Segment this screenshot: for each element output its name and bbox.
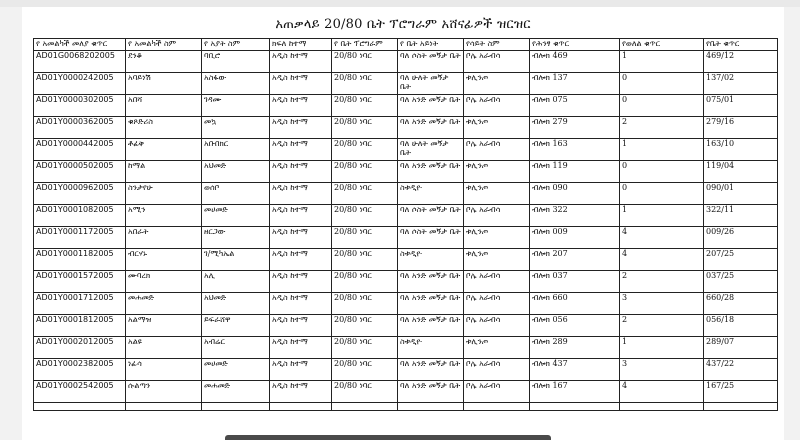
- cell-site-name: ቱሊንጦ: [464, 117, 530, 139]
- cell-house-number: 037/25: [704, 271, 778, 293]
- table-row: [34, 51, 778, 73]
- header-housing-program: የ ቤት ፕሮግራም: [332, 39, 398, 51]
- table-row: [34, 271, 778, 293]
- header-site-name: የሳይት ስም: [464, 39, 530, 51]
- cell-house-type: ስቱዲዮ: [398, 183, 464, 205]
- table-row: [34, 117, 778, 139]
- cell-applicant-name: አልዩ: [126, 337, 202, 359]
- empty-cell: [530, 403, 620, 411]
- cell-housing-program: 20/80 ነባር: [332, 95, 398, 117]
- cell-site-name: ቦሌ አራብሳ: [464, 95, 530, 117]
- cell-building-number: ብሎክ 167: [530, 381, 620, 403]
- cell-applicant-id: AD01Y0000442005: [34, 139, 126, 161]
- table-header-row: [34, 39, 778, 51]
- cell-sub-city: አዲስ ከተማ: [270, 315, 332, 337]
- document-title: አጠቃላይ 20/80 ቤት ፕሮግራም አሸናፊዎች ዝርዝር: [275, 17, 531, 32]
- cell-site-name: ቱሊንጦ: [464, 161, 530, 183]
- cell-sub-city: አዲስ ከተማ: [270, 227, 332, 249]
- cell-applicant-name: ሙባረክ: [126, 271, 202, 293]
- cell-sub-city: አዲስ ከተማ: [270, 95, 332, 117]
- cell-sub-city: አዲስ ከተማ: [270, 359, 332, 381]
- cell-applicant-id: AD01Y0002382005: [34, 359, 126, 381]
- cell-applicant-id: AD01Y0001572005: [34, 271, 126, 293]
- cell-floor-number: 1: [620, 337, 704, 359]
- cell-applicant-name: አልማዝ: [126, 315, 202, 337]
- cell-housing-program: 20/80 ነባር: [332, 161, 398, 183]
- cell-grandfather-name: መኳ: [202, 117, 270, 139]
- cell-house-number: 279/16: [704, 117, 778, 139]
- cell-applicant-name: ቶፊቅ: [126, 139, 202, 161]
- cell-housing-program: 20/80 ነባር: [332, 315, 398, 337]
- cell-housing-program: 20/80 ነባር: [332, 293, 398, 315]
- cell-sub-city: አዲስ ከተማ: [270, 73, 332, 95]
- empty-cell: [398, 403, 464, 411]
- cell-floor-number: 1: [620, 139, 704, 161]
- cell-housing-program: 20/80 ነባር: [332, 51, 398, 73]
- table-row: [34, 359, 778, 381]
- table-row: [34, 249, 778, 271]
- cell-building-number: ብሎክ 322: [530, 205, 620, 227]
- cell-applicant-id: AD01Y0000502005: [34, 161, 126, 183]
- cell-sub-city: አዲስ ከተማ: [270, 183, 332, 205]
- cell-floor-number: 0: [620, 73, 704, 95]
- cell-housing-program: 20/80 ነባር: [332, 337, 398, 359]
- table-row: [34, 337, 778, 359]
- cell-sub-city: አዲስ ከተማ: [270, 161, 332, 183]
- cell-house-type: ባለ አንድ መኝታ ቤት: [398, 271, 464, 293]
- cell-grandfather-name: አቡበክር: [202, 139, 270, 161]
- cell-applicant-id: AD01Y0001082005: [34, 205, 126, 227]
- viewer-top-bar: [0, 0, 800, 7]
- cell-building-number: ብሎክ 090: [530, 183, 620, 205]
- cell-building-number: ብሎክ 009: [530, 227, 620, 249]
- cell-applicant-name: ደንቆ: [126, 51, 202, 73]
- empty-cell: [620, 403, 704, 411]
- scrollbar-thumb[interactable]: [225, 435, 551, 440]
- cell-building-number: ብሎክ 660: [530, 293, 620, 315]
- cell-house-number: 167/25: [704, 381, 778, 403]
- cell-floor-number: 2: [620, 315, 704, 337]
- cell-house-number: 137/02: [704, 73, 778, 95]
- cell-floor-number: 0: [620, 95, 704, 117]
- cell-applicant-name: ብርሃኑ: [126, 249, 202, 271]
- cell-floor-number: 3: [620, 293, 704, 315]
- cell-house-number: 163/10: [704, 139, 778, 161]
- table-row: [34, 139, 778, 161]
- cell-house-type: ስቱዲዮ: [398, 249, 464, 271]
- cell-applicant-name: መሐመድ: [126, 293, 202, 315]
- empty-cell: [202, 403, 270, 411]
- table-row: [34, 95, 778, 117]
- header-applicant-id: የ አመልካች መለያ ቁጥር: [34, 39, 126, 51]
- cell-applicant-id: AD01Y0001172005: [34, 227, 126, 249]
- header-house-type: የ ቤት አይነት: [398, 39, 464, 51]
- cell-site-name: ቦሌ አራብሳ: [464, 359, 530, 381]
- cell-grandfather-name: ይፍራሸዋ: [202, 315, 270, 337]
- cell-sub-city: አዲስ ከተማ: [270, 337, 332, 359]
- cell-housing-program: 20/80 ነባር: [332, 205, 398, 227]
- cell-floor-number: 2: [620, 117, 704, 139]
- cell-house-number: 119/04: [704, 161, 778, 183]
- table-row: [34, 293, 778, 315]
- cell-applicant-name: አበራት: [126, 227, 202, 249]
- cell-house-type: ባለ አንድ መኝታ ቤት: [398, 293, 464, 315]
- cell-applicant-id: AD01G0068202005: [34, 51, 126, 73]
- cell-sub-city: አዲስ ከተማ: [270, 381, 332, 403]
- header-grandfather-name: የ አያት ስም: [202, 39, 270, 51]
- cell-house-number: 207/25: [704, 249, 778, 271]
- cell-house-type: ባለ አንድ መኝታ ቤት: [398, 315, 464, 337]
- cell-applicant-name: አሚን: [126, 205, 202, 227]
- cell-housing-program: 20/80 ነባር: [332, 359, 398, 381]
- empty-cell: [464, 403, 530, 411]
- cell-grandfather-name: መሐመድ: [202, 381, 270, 403]
- cell-grandfather-name: ዘርጋው: [202, 227, 270, 249]
- header-house-number: የቤት ቁጥር: [704, 39, 778, 51]
- cell-building-number: ብሎክ 279: [530, 117, 620, 139]
- table-row: [34, 381, 778, 403]
- cell-applicant-id: AD01Y0000302005: [34, 95, 126, 117]
- winners-table: [33, 38, 778, 411]
- cell-site-name: ቦሌ አራብሳ: [464, 139, 530, 161]
- cell-applicant-name: አበሻ: [126, 95, 202, 117]
- cell-applicant-id: AD01Y0001812005: [34, 315, 126, 337]
- cell-sub-city: አዲስ ከተማ: [270, 271, 332, 293]
- document-page: [22, 7, 784, 440]
- empty-cell: [270, 403, 332, 411]
- cell-applicant-id: AD01Y0000242005: [34, 73, 126, 95]
- cell-house-type: ባለ አንድ መኝታ ቤት: [398, 359, 464, 381]
- cell-grandfather-name: አስፋው: [202, 73, 270, 95]
- cell-house-type: ባለ አንድ መኝታ ቤት: [398, 381, 464, 403]
- cell-house-number: 056/18: [704, 315, 778, 337]
- cell-floor-number: 1: [620, 205, 704, 227]
- cell-site-name: ቱሊንጦ: [464, 73, 530, 95]
- cell-sub-city: አዲስ ከተማ: [270, 293, 332, 315]
- cell-floor-number: 2: [620, 271, 704, 293]
- cell-house-number: 469/12: [704, 51, 778, 73]
- cell-house-type: ባለ አንድ መኝታ ቤት: [398, 117, 464, 139]
- cell-housing-program: 20/80 ነባር: [332, 117, 398, 139]
- table-row: [34, 161, 778, 183]
- cell-building-number: ብሎክ 163: [530, 139, 620, 161]
- cell-house-type: ባለ ሶስት መኝታ ቤት: [398, 227, 464, 249]
- cell-grandfather-name: መሀመድ: [202, 359, 270, 381]
- cell-grandfather-name: አህመድ: [202, 161, 270, 183]
- cell-house-type: ስቱዲዮ: [398, 337, 464, 359]
- cell-applicant-id: AD01Y0000362005: [34, 117, 126, 139]
- cell-housing-program: 20/80 ነባር: [332, 139, 398, 161]
- cell-sub-city: አዲስ ከተማ: [270, 117, 332, 139]
- table-row: [34, 205, 778, 227]
- cell-house-number: 090/01: [704, 183, 778, 205]
- cell-grandfather-name: አህመድ: [202, 293, 270, 315]
- table-row: [34, 73, 778, 95]
- cell-building-number: ብሎክ 207: [530, 249, 620, 271]
- cell-sub-city: አዲስ ከተማ: [270, 139, 332, 161]
- empty-cell: [332, 403, 398, 411]
- cell-building-number: ብሎክ 037: [530, 271, 620, 293]
- empty-cell: [704, 403, 778, 411]
- cell-grandfather-name: ወሰቦ: [202, 183, 270, 205]
- cell-site-name: ቱሊንጦ: [464, 249, 530, 271]
- cell-house-type: ባለ ሶስት መኝታ ቤት: [398, 51, 464, 73]
- cell-building-number: ብሎክ 119: [530, 161, 620, 183]
- table-row-empty: [34, 403, 778, 411]
- empty-cell: [34, 403, 126, 411]
- cell-grandfather-name: ባቢሮ: [202, 51, 270, 73]
- cell-housing-program: 20/80 ነባር: [332, 249, 398, 271]
- cell-house-number: 322/11: [704, 205, 778, 227]
- cell-building-number: ብሎክ 437: [530, 359, 620, 381]
- cell-grandfather-name: ገዳሙ: [202, 95, 270, 117]
- cell-floor-number: 0: [620, 183, 704, 205]
- cell-applicant-name: ከማል: [126, 161, 202, 183]
- cell-site-name: ቱሊንጦ: [464, 183, 530, 205]
- cell-house-type: ባለ ሶስት መኝታ ቤት: [398, 205, 464, 227]
- cell-housing-program: 20/80 ነባር: [332, 73, 398, 95]
- cell-building-number: ብሎክ 056: [530, 315, 620, 337]
- cell-applicant-id: AD01Y0001712005: [34, 293, 126, 315]
- table-row: [34, 227, 778, 249]
- table-row: [34, 315, 778, 337]
- cell-sub-city: አዲስ ከተማ: [270, 249, 332, 271]
- cell-sub-city: አዲስ ከተማ: [270, 51, 332, 73]
- cell-building-number: ብሎክ 075: [530, 95, 620, 117]
- cell-site-name: ቦሌ አራብሳ: [464, 51, 530, 73]
- cell-house-type: ባለ አንድ መኝታ ቤት: [398, 95, 464, 117]
- header-applicant-name: የ አመልካች ስም: [126, 39, 202, 51]
- cell-floor-number: 4: [620, 249, 704, 271]
- cell-grandfather-name: አሊ: [202, 271, 270, 293]
- header-floor-number: የወለል ቁጥር: [620, 39, 704, 51]
- cell-house-type: ባለ ሁለት መኝታ ቤት: [398, 139, 464, 161]
- cell-site-name: ቦሌ አራብሳ: [464, 381, 530, 403]
- cell-floor-number: 3: [620, 359, 704, 381]
- cell-applicant-name: አባይነሽ: [126, 73, 202, 95]
- cell-housing-program: 20/80 ነባር: [332, 183, 398, 205]
- cell-sub-city: አዲስ ከተማ: [270, 205, 332, 227]
- cell-site-name: ቦሌ አራብሳ: [464, 271, 530, 293]
- cell-floor-number: 4: [620, 381, 704, 403]
- cell-building-number: ብሎክ 289: [530, 337, 620, 359]
- cell-building-number: ብሎክ 469: [530, 51, 620, 73]
- cell-house-number: 009/26: [704, 227, 778, 249]
- cell-applicant-name: ነፊሳ: [126, 359, 202, 381]
- empty-cell: [126, 403, 202, 411]
- cell-house-type: ባለ ሁለት መኝታ ቤት: [398, 73, 464, 95]
- cell-site-name: ቦሌ አራብሳ: [464, 315, 530, 337]
- cell-applicant-id: AD01Y0002012005: [34, 337, 126, 359]
- cell-floor-number: 4: [620, 227, 704, 249]
- cell-house-type: ባለ አንድ መኝታ ቤት: [398, 161, 464, 183]
- cell-building-number: ብሎክ 137: [530, 73, 620, 95]
- cell-house-number: 437/22: [704, 359, 778, 381]
- cell-housing-program: 20/80 ነባር: [332, 227, 398, 249]
- header-sub-city: ክፍለ ከተማ: [270, 39, 332, 51]
- cell-housing-program: 20/80 ነባር: [332, 271, 398, 293]
- header-building-number: የሕንፃ ቁጥር: [530, 39, 620, 51]
- cell-applicant-id: AD01Y0000962005: [34, 183, 126, 205]
- cell-house-number: 289/07: [704, 337, 778, 359]
- cell-house-number: 660/28: [704, 293, 778, 315]
- cell-grandfather-name: መሀመድ: [202, 205, 270, 227]
- cell-grandfather-name: አብሬር: [202, 337, 270, 359]
- cell-house-number: 075/01: [704, 95, 778, 117]
- cell-floor-number: 0: [620, 161, 704, 183]
- cell-site-name: ቦሌ አራብሳ: [464, 205, 530, 227]
- cell-applicant-name: ቁጾድሪስ: [126, 117, 202, 139]
- cell-site-name: ቱሊንጦ: [464, 337, 530, 359]
- cell-site-name: ቦሌ አራብሳ: [464, 293, 530, 315]
- cell-applicant-id: AD01Y0001182005: [34, 249, 126, 271]
- cell-applicant-id: AD01Y0002542005: [34, 381, 126, 403]
- cell-grandfather-name: ገ/ሚካኤል: [202, 249, 270, 271]
- cell-applicant-name: ስንታየሁ: [126, 183, 202, 205]
- table-row: [34, 183, 778, 205]
- cell-floor-number: 1: [620, 51, 704, 73]
- cell-site-name: ቱሊንጦ: [464, 227, 530, 249]
- cell-housing-program: 20/80 ነባር: [332, 381, 398, 403]
- cell-applicant-name: ሱልጣን: [126, 381, 202, 403]
